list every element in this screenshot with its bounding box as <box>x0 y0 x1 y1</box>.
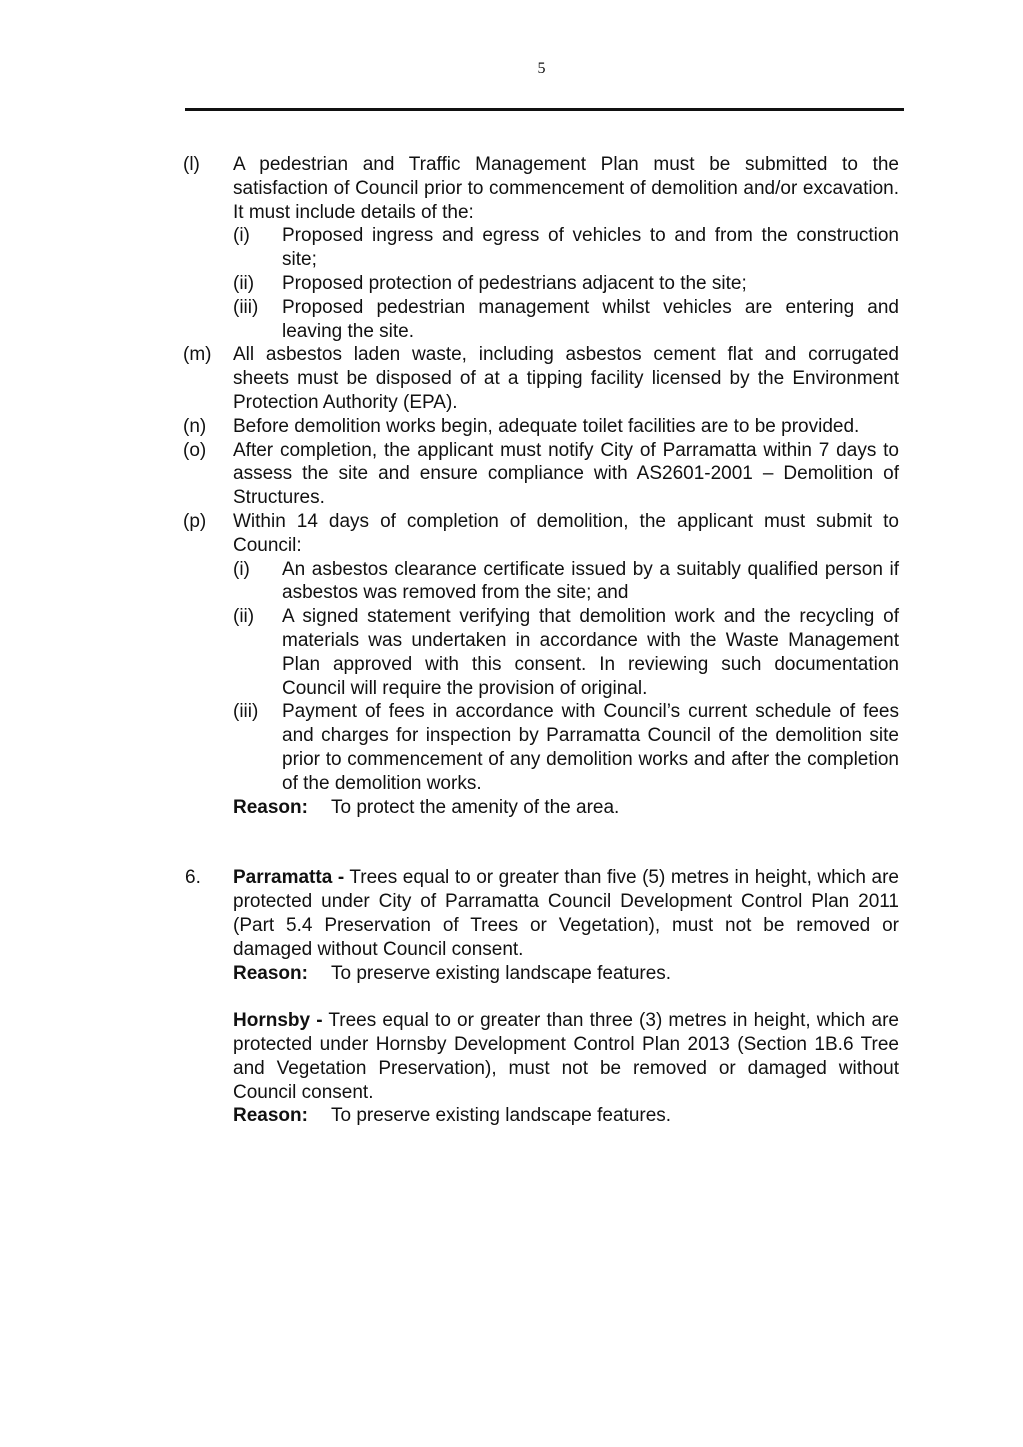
condition-6 <box>185 866 899 1128</box>
parramatta-heading: Parramatta - <box>233 867 345 889</box>
condition-label: (o) <box>183 439 207 461</box>
condition-text: After completion, the applicant must notify City of Parramatta within 7 days to assess the site and ensure compliance with AS2601-2001 – Demolition of Structures. <box>233 439 899 509</box>
condition-number: 6. <box>185 867 201 889</box>
parramatta-paragraph <box>233 866 899 961</box>
sub-item-label: (i) <box>233 225 250 247</box>
reason-label: Reason: <box>233 1105 308 1127</box>
sub-item-label: (iii) <box>233 296 259 318</box>
condition-text: Within 14 days of completion of demolition, the applicant must submit to Council: <box>233 510 899 556</box>
sub-item-label: (ii) <box>233 272 255 294</box>
condition-label: (m) <box>183 344 212 366</box>
reason <box>233 1104 899 1128</box>
condition-m <box>183 343 899 414</box>
reason-text: To protect the amenity of the area. <box>331 796 620 818</box>
condition-n <box>183 415 899 439</box>
sub-item-label: (ii) <box>233 606 255 628</box>
hornsby-heading: Hornsby - <box>233 1010 323 1032</box>
reason-label: Reason: <box>233 962 308 984</box>
condition-text: All asbestos laden waste, including asbestos cement flat and corrugated sheets must be disposed of at a tipping facility licensed by the Environment Protection Authority (EPA). <box>233 344 899 413</box>
sub-item-label: (i) <box>233 558 250 580</box>
sub-item-text: Proposed protection of pedestrians adjacent to the site; <box>282 272 747 294</box>
page-number: 5 <box>537 60 546 77</box>
condition-label: (n) <box>183 415 207 437</box>
reason-text: To preserve existing landscape features. <box>331 1105 672 1127</box>
condition-l <box>183 153 899 343</box>
header-rule <box>185 108 904 111</box>
condition-label: (p) <box>183 510 207 532</box>
condition-text: Before demolition works begin, adequate toilet facilities are to be provided. <box>233 415 860 437</box>
condition-p <box>183 510 899 796</box>
sub-item-label: (iii) <box>233 701 259 723</box>
reason <box>233 796 899 820</box>
sub-item <box>233 224 899 272</box>
condition-o <box>183 439 899 510</box>
sub-item-text: Proposed pedestrian management whilst vehicles are entering and leaving the site. <box>282 296 899 342</box>
sub-item-text: A signed statement verifying that demolition work and the recycling of materials was undertaken in accordance with the Waste Management Plan approved with this consent. In reviewing such documentation Council will require the provision of original. <box>282 606 899 699</box>
condition-label: (l) <box>183 154 200 175</box>
condition-text: A pedestrian and Traffic Management Plan must be submitted to the satisfaction of Council prior to commencement of demolition and/or excavation. It must include details of the: <box>233 154 899 223</box>
reason-label: Reason: <box>233 796 308 818</box>
sub-item <box>233 558 899 606</box>
sub-item <box>233 296 899 344</box>
hornsby-text: Trees equal to or greater than three (3) metres in height, which are protected under Hornsby Development Control Plan 2013 (Section 1B.6 Tree and Vegetation Preservation), must not be removed or damaged without Council consent. <box>233 1010 899 1103</box>
sub-item-text: Payment of fees in accordance with Council’s current schedule of fees and charges for inspection by Parramatta Council of the demolition site prior to commencement of any demolition works and after the completion of the demolition works. <box>282 701 899 794</box>
sub-item <box>233 605 899 700</box>
sub-item <box>233 272 899 296</box>
reason <box>233 962 899 986</box>
sub-item-text: Proposed ingress and egress of vehicles to and from the construction site; <box>282 225 899 271</box>
sub-item <box>233 700 899 795</box>
reason-text: To preserve existing landscape features. <box>331 962 672 984</box>
hornsby-paragraph <box>233 1009 899 1104</box>
document-body <box>183 153 899 1128</box>
parramatta-text: Trees equal to or greater than five (5) metres in height, which are protected under City of Parramatta Council Development Control Plan 2011 (Part 5.4 Preservation of Trees or Vegetation), must not be removed or damaged without Council consent. <box>233 867 899 960</box>
sub-item-text: An asbestos clearance certificate issued by a suitably qualified person if asbestos was removed from the site; and <box>282 558 899 604</box>
